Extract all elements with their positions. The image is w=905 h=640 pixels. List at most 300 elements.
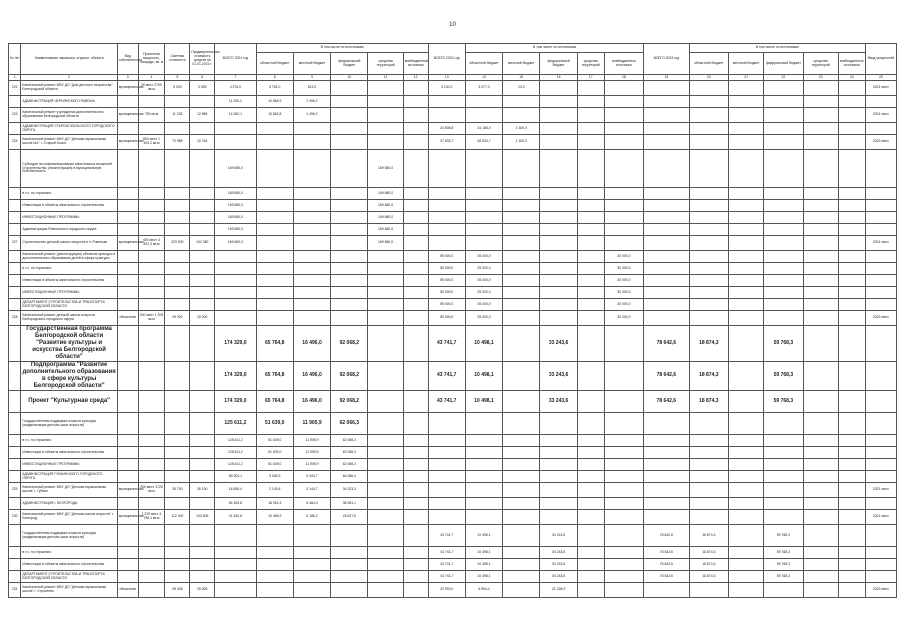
row-name-cell: Инвестиции в объекты капитального строительства (21, 200, 117, 212)
cell (764, 435, 803, 447)
cell: 51 639,0 (256, 413, 293, 435)
cell (138, 471, 165, 483)
cell: 18 874,3 (689, 547, 728, 559)
cell (577, 391, 604, 413)
cell (728, 236, 763, 251)
cell (503, 200, 540, 212)
cell (215, 135, 256, 150)
cell (838, 459, 865, 471)
column-number: 21 (728, 75, 763, 81)
table-row (9, 559, 897, 571)
cell (465, 212, 502, 224)
cell (604, 435, 643, 447)
cell (368, 571, 403, 583)
cell: 33 243,6 (540, 559, 577, 571)
row-name-cell: Администрация Ровеньского городского округа (21, 224, 117, 236)
cell (331, 108, 368, 123)
row-name-cell: Капитальный ремонт МБУ ДО "Детская музыкальная школа" г. Строитель (21, 583, 117, 598)
cell (540, 108, 577, 123)
cell (865, 224, 896, 236)
cell (403, 471, 428, 483)
cell (331, 525, 368, 547)
cell: 33 243,6 (540, 326, 577, 362)
cell (838, 525, 865, 547)
cell: 34 323,3 (331, 483, 368, 498)
cell (138, 362, 165, 391)
cell (9, 263, 21, 275)
row-name-cell: в т.ч. по отраслям: (21, 263, 117, 275)
cell (728, 510, 763, 525)
cell (331, 263, 368, 275)
cell (838, 212, 865, 224)
cell (838, 583, 865, 598)
cell: 174 329,0 (215, 362, 256, 391)
cell (604, 413, 643, 435)
cell (644, 583, 690, 598)
cell (689, 413, 728, 435)
cell (865, 547, 896, 559)
cell (9, 571, 21, 583)
cell (503, 212, 540, 224)
row-name-cell: Капитальный ремонт МБУ ДО "Дом детского творчества" Белгородской области (21, 81, 117, 96)
column-number: 20 (689, 75, 728, 81)
cell (403, 583, 428, 598)
cell (293, 123, 330, 135)
cell (368, 108, 403, 123)
cell (577, 483, 604, 498)
cell (190, 275, 215, 287)
cell: 59 768,3 (764, 547, 803, 559)
cell (803, 96, 838, 108)
cell (256, 525, 293, 547)
cell (689, 108, 728, 123)
cell (138, 251, 165, 263)
cell (604, 326, 643, 362)
cell (503, 459, 540, 471)
cell (428, 435, 465, 447)
cell (403, 311, 428, 326)
cell (465, 200, 502, 212)
cell (865, 413, 896, 435)
col-19-header: ВСЕГО 2023 год (644, 44, 690, 75)
cell: 6 594,4 (465, 583, 502, 598)
cell (803, 459, 838, 471)
cell: 21 228,0 (540, 583, 577, 598)
cell (689, 236, 728, 251)
table-row (9, 391, 897, 413)
cell (368, 391, 403, 413)
cell (165, 547, 190, 559)
cell (215, 547, 256, 559)
cell: 125 611,2 (215, 413, 256, 435)
cell: 51 639,0 (256, 435, 293, 447)
cell: 92 068,2 (331, 362, 368, 391)
cell (215, 287, 256, 299)
cell: 169 680,0 (215, 224, 256, 236)
cell (190, 391, 215, 413)
cell (604, 96, 643, 108)
cell (865, 459, 896, 471)
cell (117, 435, 138, 447)
cell (865, 251, 896, 263)
cell: 59 768,3 (764, 391, 803, 413)
cell (503, 311, 540, 326)
cell (138, 212, 165, 224)
cell (215, 263, 256, 275)
row-name-cell: ДЕПАРТАМЕНТ СТРОИТЕЛЬСТВА И ТРАНСПОРТА БЕЛГОРОДСКОЙ ОБЛАСТИ (21, 571, 117, 583)
cell (604, 108, 643, 123)
col-25-header: Ввод мощностей (865, 44, 896, 75)
cell (503, 275, 540, 287)
col-3-header: Вид собственности (117, 44, 138, 75)
cell (215, 123, 256, 135)
cell (838, 81, 865, 96)
cell (138, 326, 165, 362)
cell: 1 225 мест 4 755,1 кв.м (138, 510, 165, 525)
row-name-cell: Капитальный ремонт МБУ ДО "Детская музыкальная школа" г. Губкин (21, 483, 117, 498)
cell (9, 413, 21, 435)
cell (838, 275, 865, 287)
cell (165, 525, 190, 547)
col-12-header: внебюджетные источники (403, 53, 428, 75)
cell (403, 108, 428, 123)
cell: 2021 мест (865, 108, 896, 123)
cell (368, 510, 403, 525)
cell (689, 459, 728, 471)
cell (190, 287, 215, 299)
cell (577, 212, 604, 224)
cell: 11 905,9 (293, 447, 330, 459)
cell (256, 236, 293, 251)
cell (215, 299, 256, 311)
col-16-header: федеральный бюджет (540, 53, 577, 75)
cell (803, 81, 838, 96)
cell: 55 000,0 (428, 251, 465, 263)
cell (117, 413, 138, 435)
table-row (9, 251, 897, 263)
cell (165, 571, 190, 583)
cell: 62 066,3 (331, 447, 368, 459)
cell: 25 000,0 (465, 275, 502, 287)
cell (331, 287, 368, 299)
table-row (9, 275, 897, 287)
cell (540, 483, 577, 498)
cell (293, 571, 330, 583)
cell (190, 413, 215, 435)
cell (403, 326, 428, 362)
cell: 3 077,0 (465, 81, 502, 96)
cell (403, 459, 428, 471)
cell (331, 275, 368, 287)
row-name-cell: ИНВЕСТИЦИОННЫЕ ПРОГРАММЫ (21, 459, 117, 471)
cell (9, 150, 21, 188)
cell (368, 483, 403, 498)
cell (428, 188, 465, 200)
cell (190, 559, 215, 571)
cell (9, 498, 21, 510)
cell (644, 135, 690, 150)
cell (604, 471, 643, 483)
cell (540, 96, 577, 108)
cell: 223 (9, 108, 21, 123)
cell: 25 005 (190, 583, 215, 598)
col-18-header: внебюджетные источники (604, 53, 643, 75)
cell (293, 583, 330, 598)
cell (138, 224, 165, 236)
cell: 33 243,6 (540, 391, 577, 413)
cell (540, 236, 577, 251)
cell (138, 150, 165, 188)
table-row (9, 435, 897, 447)
cell (764, 224, 803, 236)
cell (331, 81, 368, 96)
cell: 227 (9, 236, 21, 251)
cell (644, 471, 690, 483)
cell (838, 311, 865, 326)
cell (803, 498, 838, 510)
cell: 30 000,0 (604, 251, 643, 263)
cell (838, 263, 865, 275)
cell (465, 447, 502, 459)
column-number: 4 (138, 75, 165, 81)
cell (803, 287, 838, 299)
cell (728, 362, 763, 391)
cell (403, 525, 428, 547)
col-9-header: местный бюджет (293, 53, 330, 75)
cell (644, 287, 690, 299)
cell (368, 123, 403, 135)
column-number: 13 (428, 75, 465, 81)
cell (644, 81, 690, 96)
cell (503, 362, 540, 391)
cell: 169 680,0 (368, 236, 403, 251)
cell (604, 391, 643, 413)
cell (503, 571, 540, 583)
row-name-cell: Капитальный ремонт детской школы искусств Белгородского городского округа (21, 311, 117, 326)
cell (9, 447, 21, 459)
cell (293, 311, 330, 326)
cell: муниципальная (117, 510, 138, 525)
cell: 55 000,0 (428, 311, 465, 326)
cell (190, 224, 215, 236)
cell (256, 212, 293, 224)
cell: 230 (9, 510, 21, 525)
cell (9, 200, 21, 212)
cell (428, 447, 465, 459)
cell (428, 483, 465, 498)
table-row (9, 200, 897, 212)
cell: 62 066,3 (331, 459, 368, 471)
cell (403, 391, 428, 413)
table-row (9, 483, 897, 498)
cell: 15 862,8 (256, 108, 293, 123)
cell (865, 299, 896, 311)
cell: 25 000,0 (465, 311, 502, 326)
cell (117, 224, 138, 236)
cell (403, 571, 428, 583)
cell (428, 150, 465, 188)
cell (117, 275, 138, 287)
cell (577, 81, 604, 96)
cell (465, 435, 502, 447)
cell: 55 000,0 (428, 287, 465, 299)
cell (138, 287, 165, 299)
cell (293, 559, 330, 571)
cell (503, 236, 540, 251)
cell (117, 391, 138, 413)
cell (764, 413, 803, 435)
cell (428, 200, 465, 212)
cell (117, 326, 138, 362)
cell (865, 391, 896, 413)
row-name-cell: Капитальный ремонт МБУ ДО "Детская школа искусств" г. Белгород (21, 510, 117, 525)
cell (577, 123, 604, 135)
page-number: 10 (449, 22, 456, 28)
row-name-cell: Строительство детской школы искусств в п. Ровеньки (21, 236, 117, 251)
cell (117, 362, 138, 391)
cell (293, 263, 330, 275)
col-14-header: областной бюджет (465, 53, 502, 75)
cell (428, 471, 465, 483)
cell (604, 583, 643, 598)
cell (604, 510, 643, 525)
cell: 2022 мест (865, 135, 896, 150)
cell (503, 583, 540, 598)
cell (764, 275, 803, 287)
table-row (9, 471, 897, 483)
cell: 750 кв.м (138, 108, 165, 123)
cell: 33 243,6 (540, 571, 577, 583)
cell (293, 275, 330, 287)
cell: 24 808,8 (428, 123, 465, 135)
cell (403, 275, 428, 287)
cell (865, 212, 896, 224)
cell: 30 000,0 (604, 275, 643, 287)
cell (838, 547, 865, 559)
cell: 16 856,4 (215, 483, 256, 498)
cell (764, 483, 803, 498)
cell (803, 326, 838, 362)
cell (540, 447, 577, 459)
cell (689, 510, 728, 525)
cell (604, 150, 643, 188)
cell (403, 200, 428, 212)
cell (644, 123, 690, 135)
column-number: 2 (21, 75, 117, 81)
cell: 2022 мест (865, 583, 896, 598)
cell (803, 212, 838, 224)
cell (165, 326, 190, 362)
cell: 16 496,0 (293, 391, 330, 413)
cell (803, 200, 838, 212)
cell: 70 988 (165, 135, 190, 150)
cell: 78 642,6 (644, 525, 690, 547)
cell (403, 547, 428, 559)
cell (764, 200, 803, 212)
cell: 25 000 (165, 311, 190, 326)
cell (117, 299, 138, 311)
cell: 169 680,0 (368, 224, 403, 236)
cell: 92 068,2 (331, 391, 368, 413)
cell (503, 299, 540, 311)
cell: 30 000,0 (604, 287, 643, 299)
cell: 26 100 (190, 483, 215, 498)
cell (503, 251, 540, 263)
cell (293, 188, 330, 200)
cell (165, 263, 190, 275)
cell (256, 200, 293, 212)
cell: 59 768,3 (764, 326, 803, 362)
cell (577, 236, 604, 251)
row-name-cell: Инвестиции в объекты капитального строительства (21, 559, 117, 571)
cell (403, 413, 428, 435)
cell (604, 362, 643, 391)
cell (403, 135, 428, 150)
cell (190, 471, 215, 483)
cell: муниципальная (117, 81, 138, 96)
cell (803, 413, 838, 435)
cell (865, 96, 896, 108)
row-name-cell: ИНВЕСТИЦИОННЫЕ ПРОГРАММЫ (21, 287, 117, 299)
cell (728, 459, 763, 471)
cell (503, 287, 540, 299)
row-name-cell: ДЕПАРТАМЕНТ СТРОИТЕЛЬСТВА И ТРАНСПОРТА БЕЛГОРОДСКОЙ ОБЛАСТИ (21, 299, 117, 311)
cell: муниципальная (117, 135, 138, 150)
cell (764, 471, 803, 483)
cell (540, 135, 577, 150)
cell (9, 326, 21, 362)
table-row (9, 326, 897, 362)
cell: 78 642,6 (644, 391, 690, 413)
cell (117, 188, 138, 200)
cell (728, 498, 763, 510)
cell (764, 212, 803, 224)
cell (465, 483, 502, 498)
cell (838, 391, 865, 413)
cell: 2 149,8 (256, 483, 293, 498)
cell (117, 287, 138, 299)
cell: 169 680,0 (215, 212, 256, 224)
cell (331, 236, 368, 251)
cell (117, 251, 138, 263)
cell (838, 236, 865, 251)
cell (764, 498, 803, 510)
cell: 27 833,7 (428, 135, 465, 150)
cell: 59 768,3 (764, 571, 803, 583)
cell (190, 447, 215, 459)
cell (728, 200, 763, 212)
cell: областная (117, 311, 138, 326)
cell (331, 251, 368, 263)
cell (138, 391, 165, 413)
cell: 231 (9, 583, 21, 598)
cell: 174 329,0 (215, 326, 256, 362)
cell (368, 326, 403, 362)
row-name-cell: Инвестиции в объекты капитального строительства (21, 447, 117, 459)
cell (604, 236, 643, 251)
cell (331, 96, 368, 108)
cell (838, 498, 865, 510)
cell (9, 547, 21, 559)
cell (368, 413, 403, 435)
cell: 6 464,4 (293, 498, 330, 510)
cell (865, 571, 896, 583)
cell (165, 287, 190, 299)
cell (138, 275, 165, 287)
cell: 125 611,2 (215, 447, 256, 459)
cell (190, 188, 215, 200)
row-name-cell: Капитальный ремонт МБУ ДО "Детская музыкальная школа №1" г. Старый Оскол (21, 135, 117, 150)
